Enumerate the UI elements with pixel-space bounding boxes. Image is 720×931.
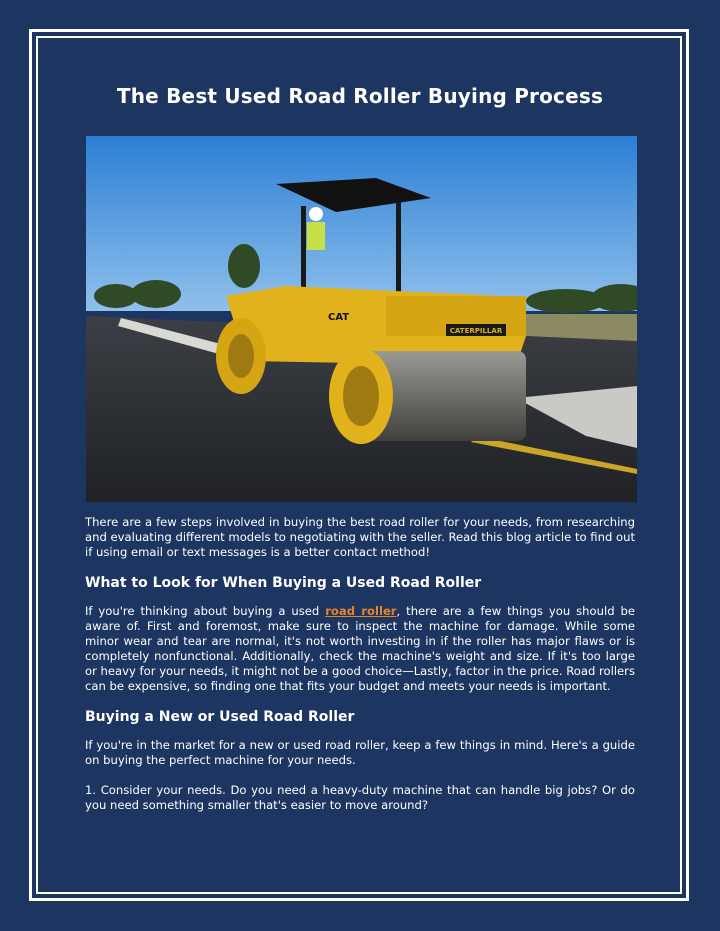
- logo-text: CAT: [328, 312, 350, 323]
- section1-paragraph: [85, 604, 635, 694]
- section-heading-buying-new-or-used: Buying a New or Used Road Roller: [85, 709, 355, 725]
- page-title: The Best Used Road Roller Buying Process: [116, 84, 604, 108]
- brand-text: CATERPILLAR: [449, 327, 503, 335]
- section-heading-what-to-look-for: What to Look for When Buying a Used Road Roller: [85, 575, 482, 591]
- section1-text-start: If you're thinking about buying a used: [85, 604, 326, 618]
- section1-text-end: , there are a few things you should be aware of. First and foremost, make sure to inspect the machine for damage. While some minor wear and tear are normal, it's not worth investing in if the roller has major flaws or is completely nonfunctional. Additionally, check the machine's weight and size. If it's too large or heavy for your needs, it might not be a good choice—Lastly, factor in the price. Road rollers can be expensive, so finding one that fits your budget and meets your needs is important.: [85, 604, 635, 693]
- section2-paragraph-1: If you're in the market for a new or used road roller, keep a few things in mind. Here's a guide on buying the perfect machine for your needs.: [85, 738, 635, 767]
- road-roller-link[interactable]: road roller: [325, 604, 397, 618]
- hero-image: [86, 136, 637, 502]
- section2-paragraph-2: 1. Consider your needs. Do you need a heavy-duty machine that can handle big jobs? Or do you need something smaller that's easier to move around?: [85, 783, 635, 812]
- intro-paragraph: There are a few steps involved in buying the best road roller for your needs, from researching and evaluating different models to negotiating with the seller. Read this blog article to find out if using email or text messages is a better contact method!: [85, 515, 635, 559]
- article-body: [85, 515, 635, 813]
